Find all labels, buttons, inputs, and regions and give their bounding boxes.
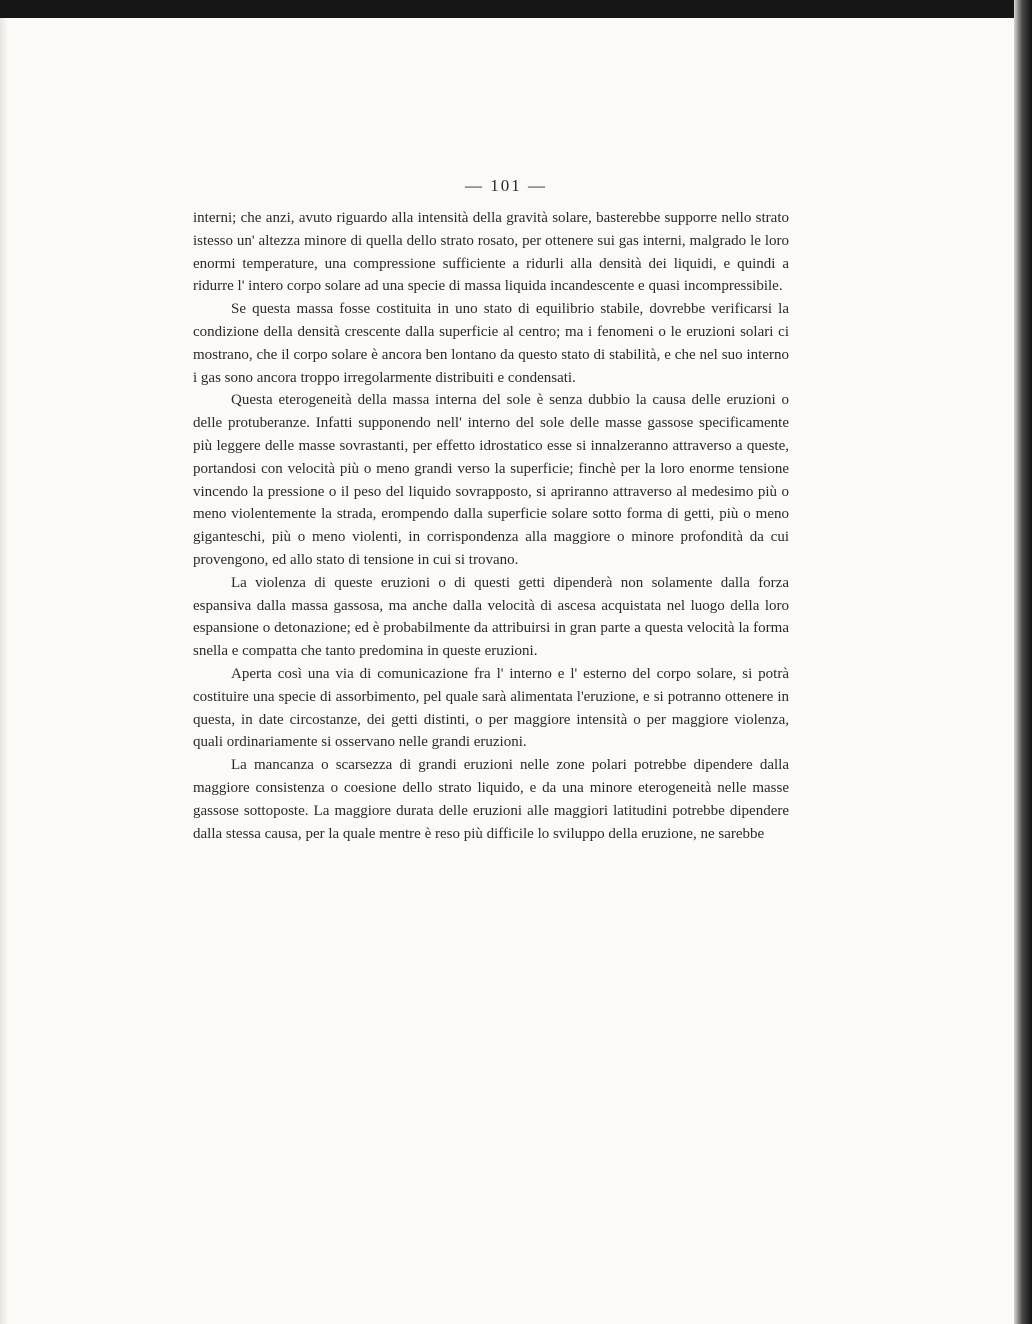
- paragraph: Questa eterogeneità della massa interna del sole è senza dubbio la causa delle eruzioni o delle protuberanze. Infatti supponendo nell' interno del sole delle masse gassose specificamente più leggere delle masse sovrastanti, per effetto idrostatico esse si innalzeranno attraverso a queste, portandosi con velocità più o meno grandi verso la superficie; finchè per la loro enorme tensione vincendo la pressione o il peso del liquido sovrapposto, si apriranno attraverso al medesimo più o meno violentemente la strada, erompendo dalla superficie solare sotto forma di getti, più o meno giganteschi, più o meno violenti, in corrispondenza alla maggiore o minore profondità da cui provengono, ed allo stato di tensione in cui si trovano.: [193, 392, 789, 568]
- paragraph: La mancanza o scarsezza di grandi eruzioni nelle zone polari potrebbe dipendere dalla maggiore consistenza o coesione dello strato liquido, e da una minore eterogeneità nelle masse gassose sottoposte. La maggiore durata delle eruzioni alle maggiori latitudini potrebbe dipendere dalla stessa causa, per la quale mentre è reso più difficile lo sviluppo della eruzione, ne sarebbe: [193, 757, 789, 842]
- scan-top-border: [0, 0, 1032, 18]
- body-text: [193, 207, 789, 845]
- paragraph: Se questa massa fosse costituita in uno stato di equilibrio stabile, dovrebbe verificarsi la condizione della densità crescente dalla superficie al centro; ma i fenomeni o le eruzioni solari ci mostrano, che il corpo solare è ancora ben lontano da questo stato di stabilità, e che nel suo interno i gas sono ancora troppo irregolarmente distribuiti e condensati.: [193, 301, 789, 386]
- paragraph: interni; che anzi, avuto riguardo alla intensità della gravità solare, basterebbe supporre nello strato istesso un' altezza minore di quella dello strato rosato, per ottenere sui gas interni, malgrado le loro enormi temperature, una compressione sufficiente a ridurli alla densità dei liquidi, e quindi a ridurre l' intero corpo solare ad una specie di massa liquida incandescente e quasi incompressibile.: [193, 210, 789, 295]
- scan-right-border: [1014, 0, 1032, 1324]
- paragraph: Aperta così una via di comunicazione fra l' interno e l' esterno del corpo solare, si potrà costituire una specie di assorbimento, pel quale sarà alimentata l'eruzione, e si potranno ottenere in questa, in date circostanze, dei getti distinti, o per maggiore intensità o per maggiore violenza, quali ordinariamente si osservano nelle grandi eruzioni.: [193, 665, 789, 751]
- paragraph: La violenza di queste eruzioni o di questi getti dipenderà non solamente dalla forza espansiva dalla massa gassosa, ma anche dalla velocità di ascesa acquistata nel luogo della loro espansione o detonazione; ed è probabilmente da attribuirsi in gran parte a questa velocità la forma snella e compatta che tanto predomina in queste eruzioni.: [193, 574, 789, 660]
- page-left-shadow: [0, 18, 8, 1324]
- page-number: — 101 —: [465, 176, 547, 195]
